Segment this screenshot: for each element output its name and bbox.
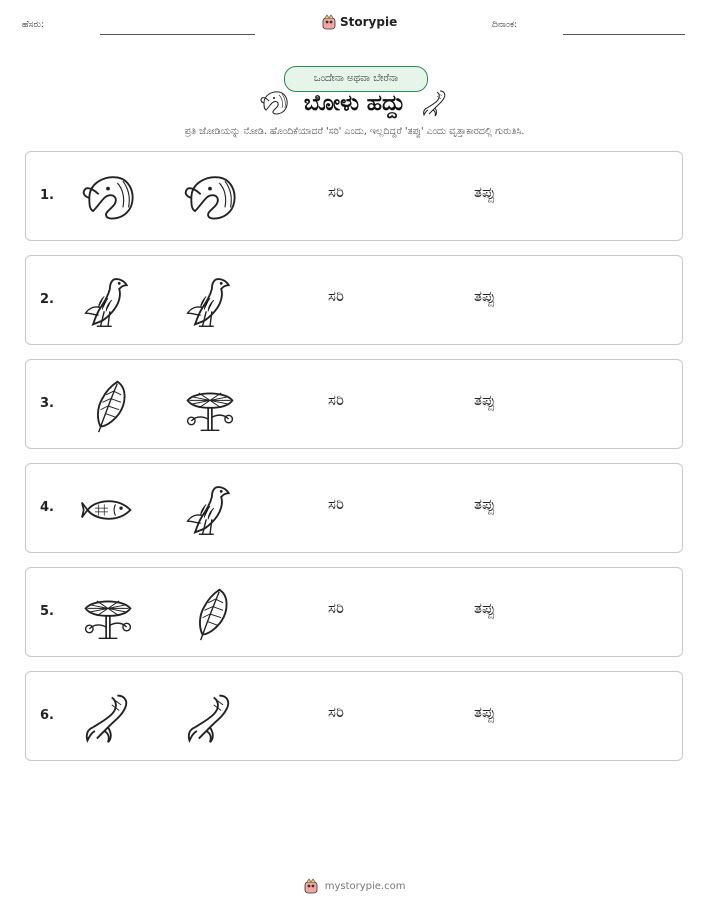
- question-number: 1.: [40, 188, 54, 203]
- eagle-icon: [182, 482, 238, 538]
- talon-icon: [420, 88, 450, 118]
- option-correct[interactable]: ಸರಿ: [328, 287, 344, 305]
- feather-icon: [182, 586, 238, 642]
- worksheet-header: [0, 14, 709, 38]
- name-line: [100, 34, 255, 35]
- option-wrong[interactable]: ತಪ್ಪು: [474, 287, 496, 305]
- eagle-head-icon: [259, 88, 289, 118]
- instructions: ಪ್ರತಿ ಜೋಡಿಯನ್ನು ನೋಡಿ. ಹೊಂದಿಕೆಯಾದರೆ 'ಸರಿ' ಎಂದು, ಇಲ್ಲದಿದ್ದರೆ 'ತಪ್ಪು' ಎಂದು ವೃತ್ತಾಕಾರದಲ್ಲಿ ಗುರುತಿಸಿ.: [184, 126, 525, 137]
- question-number: 4.: [40, 500, 54, 515]
- question-row: [25, 671, 683, 761]
- date-label: ದಿನಾಂಕ:: [492, 20, 518, 30]
- eagle-icon: [182, 274, 238, 330]
- storypie-logo-icon: [304, 878, 318, 894]
- eagle-icon: [80, 274, 136, 330]
- page-title: ಬೋಳು ಹದ್ದು: [303, 90, 406, 116]
- option-wrong[interactable]: ತಪ್ಪು: [474, 599, 496, 617]
- talon-icon: [182, 690, 238, 746]
- date-line: [563, 34, 685, 35]
- nest-tree-icon: [80, 586, 136, 642]
- option-wrong[interactable]: ತಪ್ಪು: [474, 495, 496, 513]
- question-number: 2.: [40, 292, 54, 307]
- category-tag: ಒಂದೇನಾ ಅಥವಾ ಬೇರೆನಾ: [284, 66, 428, 92]
- nest-tree-icon: [182, 378, 238, 434]
- fish-icon: [80, 482, 136, 538]
- eagle-head-icon: [182, 170, 238, 226]
- storypie-logo-icon: [322, 14, 336, 30]
- option-wrong[interactable]: ತಪ್ಪು: [474, 183, 496, 201]
- option-wrong[interactable]: ತಪ್ಪು: [474, 703, 496, 721]
- option-correct[interactable]: ಸರಿ: [328, 703, 344, 721]
- brand-name: Storypie: [340, 15, 398, 29]
- question-row: [25, 359, 683, 449]
- footer: [0, 878, 709, 894]
- question-number: 5.: [40, 604, 54, 619]
- question-row: [25, 567, 683, 657]
- option-correct[interactable]: ಸರಿ: [328, 495, 344, 513]
- question-number: 3.: [40, 396, 54, 411]
- question-row: [25, 255, 683, 345]
- brand: [322, 14, 397, 30]
- option-wrong[interactable]: ತಪ್ಪು: [474, 391, 496, 409]
- title-row: [0, 88, 709, 122]
- name-label: ಹೆಸರು:: [22, 20, 45, 30]
- footer-url: mystorypie.com: [324, 881, 406, 892]
- talon-icon: [80, 690, 136, 746]
- option-correct[interactable]: ಸರಿ: [328, 183, 344, 201]
- option-correct[interactable]: ಸರಿ: [328, 391, 344, 409]
- option-correct[interactable]: ಸರಿ: [328, 599, 344, 617]
- eagle-head-icon: [80, 170, 136, 226]
- question-number: 6.: [40, 708, 54, 723]
- question-row: [25, 463, 683, 553]
- feather-icon: [80, 378, 136, 434]
- question-row: [25, 151, 683, 241]
